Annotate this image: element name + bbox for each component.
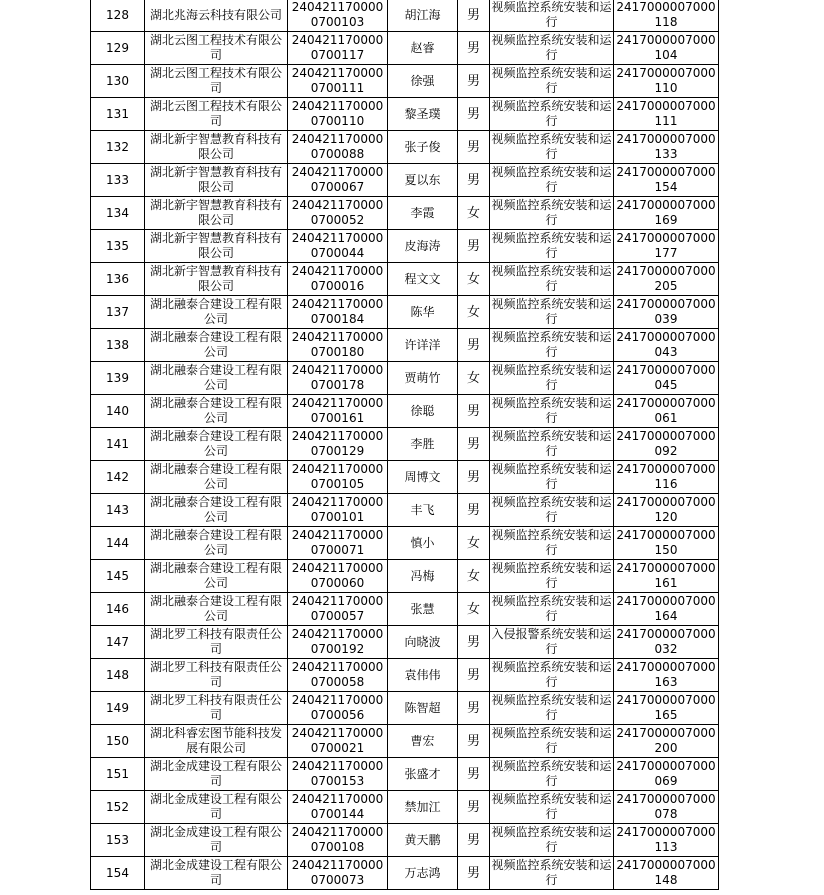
table-row [91,98,719,131]
certificate-number-cell: 2417000007000078 [614,791,719,824]
roster-table-body [91,0,719,890]
person-name-cell: 黎圣璞 [388,98,458,131]
gender-cell: 男 [458,626,490,659]
person-name-cell: 张子俊 [388,131,458,164]
registration-id-cell: 2404211700000700184 [288,296,388,329]
certificate-number-cell: 2417000007000161 [614,560,719,593]
person-name-cell: 张慧 [388,593,458,626]
certificate-number-cell: 2417000007000104 [614,32,719,65]
registration-id-cell: 2404211700000700067 [288,164,388,197]
exam-project-cell: 视频监控系统安装和运行 [490,461,614,494]
person-name-cell: 徐聪 [388,395,458,428]
company-cell: 湖北融泰合建设工程有限公司 [145,329,288,362]
table-row [91,824,719,857]
table-row [91,164,719,197]
gender-cell: 女 [458,197,490,230]
gender-cell: 男 [458,98,490,131]
company-cell: 湖北新宇智慧教育科技有限公司 [145,197,288,230]
certificate-number-cell: 2417000007000032 [614,626,719,659]
certificate-number-cell: 2417000007000169 [614,197,719,230]
gender-cell: 男 [458,461,490,494]
gender-cell: 男 [458,164,490,197]
registration-id-cell: 2404211700000700057 [288,593,388,626]
table-row [91,560,719,593]
row-number-cell: 147 [91,626,145,659]
gender-cell: 女 [458,593,490,626]
certificate-number-cell: 2417000007000061 [614,395,719,428]
table-row [91,32,719,65]
person-name-cell: 皮海涛 [388,230,458,263]
company-cell: 湖北融泰合建设工程有限公司 [145,428,288,461]
registration-id-cell: 2404211700000700108 [288,824,388,857]
exam-project-cell: 视频监控系统安装和运行 [490,362,614,395]
company-cell: 湖北融泰合建设工程有限公司 [145,296,288,329]
certificate-number-cell: 2417000007000200 [614,725,719,758]
company-cell: 湖北融泰合建设工程有限公司 [145,527,288,560]
exam-project-cell: 视频监控系统安装和运行 [490,758,614,791]
gender-cell: 男 [458,791,490,824]
company-cell: 湖北融泰合建设工程有限公司 [145,593,288,626]
row-number-cell: 128 [91,0,145,32]
row-number-cell: 135 [91,230,145,263]
person-name-cell: 程文文 [388,263,458,296]
person-name-cell: 赵睿 [388,32,458,65]
table-row [91,362,719,395]
company-cell: 湖北新宇智慧教育科技有限公司 [145,263,288,296]
registration-id-cell: 2404211700000700060 [288,560,388,593]
person-name-cell: 徐强 [388,65,458,98]
certificate-number-cell: 2417000007000111 [614,98,719,131]
table-row [91,428,719,461]
person-name-cell: 胡江海 [388,0,458,32]
row-number-cell: 131 [91,98,145,131]
table-row [91,692,719,725]
table-row [91,395,719,428]
person-name-cell: 禁加江 [388,791,458,824]
company-cell: 湖北金成建设工程有限公司 [145,857,288,890]
company-cell: 湖北罗工科技有限责任公司 [145,659,288,692]
certificate-number-cell: 2417000007000113 [614,824,719,857]
gender-cell: 男 [458,0,490,32]
registration-id-cell: 2404211700000700088 [288,131,388,164]
certificate-number-cell: 2417000007000165 [614,692,719,725]
table-row [91,329,719,362]
row-number-cell: 139 [91,362,145,395]
certificate-number-cell: 2417000007000116 [614,461,719,494]
row-number-cell: 130 [91,65,145,98]
person-name-cell: 陈华 [388,296,458,329]
exam-project-cell: 视频监控系统安装和运行 [490,65,614,98]
person-name-cell: 曹宏 [388,725,458,758]
gender-cell: 女 [458,527,490,560]
table-row [91,131,719,164]
roster-table [90,0,719,890]
company-cell: 湖北新宇智慧教育科技有限公司 [145,230,288,263]
person-name-cell: 周博文 [388,461,458,494]
table-row [91,659,719,692]
registration-id-cell: 2404211700000700144 [288,791,388,824]
certificate-number-cell: 2417000007000133 [614,131,719,164]
table-row [91,230,719,263]
row-number-cell: 133 [91,164,145,197]
row-number-cell: 136 [91,263,145,296]
exam-project-cell: 视频监控系统安装和运行 [490,329,614,362]
person-name-cell: 慎小 [388,527,458,560]
company-cell: 湖北金成建设工程有限公司 [145,758,288,791]
company-cell: 湖北金成建设工程有限公司 [145,791,288,824]
company-cell: 湖北融泰合建设工程有限公司 [145,494,288,527]
certificate-number-cell: 2417000007000177 [614,230,719,263]
company-cell: 湖北罗工科技有限责任公司 [145,692,288,725]
person-name-cell: 李胜 [388,428,458,461]
gender-cell: 男 [458,230,490,263]
certificate-number-cell: 2417000007000164 [614,593,719,626]
company-cell: 湖北融泰合建设工程有限公司 [145,362,288,395]
table-row [91,626,719,659]
registration-id-cell: 2404211700000700129 [288,428,388,461]
exam-project-cell: 视频监控系统安装和运行 [490,98,614,131]
row-number-cell: 142 [91,461,145,494]
exam-project-cell: 视频监控系统安装和运行 [490,593,614,626]
row-number-cell: 150 [91,725,145,758]
exam-project-cell: 视频监控系统安装和运行 [490,296,614,329]
table-row [91,461,719,494]
row-number-cell: 132 [91,131,145,164]
certificate-number-cell: 2417000007000118 [614,0,719,32]
certificate-number-cell: 2417000007000150 [614,527,719,560]
exam-project-cell: 视频监控系统安装和运行 [490,197,614,230]
exam-project-cell: 视频监控系统安装和运行 [490,164,614,197]
table-row [91,494,719,527]
exam-project-cell: 视频监控系统安装和运行 [490,791,614,824]
registration-id-cell: 2404211700000700111 [288,65,388,98]
certificate-number-cell: 2417000007000092 [614,428,719,461]
gender-cell: 男 [458,824,490,857]
company-cell: 湖北科睿宏图节能科技发展有限公司 [145,725,288,758]
table-row [91,197,719,230]
registration-id-cell: 2404211700000700044 [288,230,388,263]
exam-project-cell: 视频监控系统安装和运行 [490,428,614,461]
gender-cell: 男 [458,395,490,428]
exam-project-cell: 视频监控系统安装和运行 [490,230,614,263]
company-cell: 湖北新宇智慧教育科技有限公司 [145,131,288,164]
company-cell: 湖北罗工科技有限责任公司 [145,626,288,659]
table-row [91,65,719,98]
person-name-cell: 陈智超 [388,692,458,725]
exam-project-cell: 视频监控系统安装和运行 [490,659,614,692]
row-number-cell: 154 [91,857,145,890]
exam-project-cell: 视频监控系统安装和运行 [490,0,614,32]
company-cell: 湖北金成建设工程有限公司 [145,824,288,857]
gender-cell: 男 [458,725,490,758]
gender-cell: 女 [458,362,490,395]
registration-id-cell: 2404211700000700073 [288,857,388,890]
exam-project-cell: 视频监控系统安装和运行 [490,494,614,527]
gender-cell: 男 [458,758,490,791]
row-number-cell: 141 [91,428,145,461]
person-name-cell: 许详洋 [388,329,458,362]
exam-project-cell: 入侵报警系统安装和运行 [490,626,614,659]
certificate-number-cell: 2417000007000045 [614,362,719,395]
registration-id-cell: 2404211700000700021 [288,725,388,758]
row-number-cell: 137 [91,296,145,329]
table-row [91,263,719,296]
row-number-cell: 152 [91,791,145,824]
person-name-cell: 张盛才 [388,758,458,791]
exam-project-cell: 视频监控系统安装和运行 [490,560,614,593]
exam-project-cell: 视频监控系统安装和运行 [490,32,614,65]
registration-id-cell: 2404211700000700056 [288,692,388,725]
company-cell: 湖北云图工程技术有限公司 [145,65,288,98]
registration-id-cell: 2404211700000700117 [288,32,388,65]
registration-id-cell: 2404211700000700101 [288,494,388,527]
company-cell: 湖北融泰合建设工程有限公司 [145,395,288,428]
person-name-cell: 夏以东 [388,164,458,197]
person-name-cell: 冯梅 [388,560,458,593]
person-name-cell: 黄天鹏 [388,824,458,857]
row-number-cell: 149 [91,692,145,725]
table-row [91,758,719,791]
row-number-cell: 146 [91,593,145,626]
company-cell: 湖北云图工程技术有限公司 [145,32,288,65]
person-name-cell: 李霞 [388,197,458,230]
person-name-cell: 向晓波 [388,626,458,659]
row-number-cell: 129 [91,32,145,65]
gender-cell: 男 [458,65,490,98]
gender-cell: 男 [458,329,490,362]
certificate-number-cell: 2417000007000069 [614,758,719,791]
exam-project-cell: 视频监控系统安装和运行 [490,395,614,428]
row-number-cell: 145 [91,560,145,593]
registration-id-cell: 2404211700000700016 [288,263,388,296]
company-cell: 湖北云图工程技术有限公司 [145,98,288,131]
table-row [91,527,719,560]
table-row [91,296,719,329]
gender-cell: 男 [458,692,490,725]
registration-id-cell: 2404211700000700105 [288,461,388,494]
certificate-number-cell: 2417000007000148 [614,857,719,890]
exam-project-cell: 视频监控系统安装和运行 [490,824,614,857]
person-name-cell: 袁伟伟 [388,659,458,692]
gender-cell: 女 [458,263,490,296]
registration-id-cell: 2404211700000700058 [288,659,388,692]
registration-id-cell: 2404211700000700180 [288,329,388,362]
certificate-number-cell: 2417000007000163 [614,659,719,692]
certificate-number-cell: 2417000007000205 [614,263,719,296]
certificate-number-cell: 2417000007000120 [614,494,719,527]
row-number-cell: 143 [91,494,145,527]
registration-id-cell: 2404211700000700052 [288,197,388,230]
gender-cell: 女 [458,296,490,329]
gender-cell: 男 [458,131,490,164]
registration-id-cell: 2404211700000700071 [288,527,388,560]
row-number-cell: 151 [91,758,145,791]
table-row [91,0,719,32]
table-row [91,725,719,758]
person-name-cell: 贾萌竹 [388,362,458,395]
certificate-number-cell: 2417000007000039 [614,296,719,329]
person-name-cell: 丰飞 [388,494,458,527]
row-number-cell: 144 [91,527,145,560]
certificate-number-cell: 2417000007000043 [614,329,719,362]
table-row [91,593,719,626]
registration-id-cell: 2404211700000700178 [288,362,388,395]
company-cell: 湖北融泰合建设工程有限公司 [145,560,288,593]
gender-cell: 男 [458,32,490,65]
table-row [91,791,719,824]
row-number-cell: 140 [91,395,145,428]
gender-cell: 男 [458,659,490,692]
certificate-number-cell: 2417000007000110 [614,65,719,98]
registration-id-cell: 2404211700000700103 [288,0,388,32]
gender-cell: 男 [458,857,490,890]
person-name-cell: 万志鸿 [388,857,458,890]
exam-project-cell: 视频监控系统安装和运行 [490,725,614,758]
company-cell: 湖北融泰合建设工程有限公司 [145,461,288,494]
table-row [91,857,719,890]
gender-cell: 女 [458,560,490,593]
company-cell: 湖北兆海云科技有限公司 [145,0,288,32]
gender-cell: 男 [458,494,490,527]
exam-project-cell: 视频监控系统安装和运行 [490,692,614,725]
registration-id-cell: 2404211700000700161 [288,395,388,428]
exam-project-cell: 视频监控系统安装和运行 [490,263,614,296]
exam-project-cell: 视频监控系统安装和运行 [490,131,614,164]
registration-id-cell: 2404211700000700110 [288,98,388,131]
row-number-cell: 148 [91,659,145,692]
company-cell: 湖北新宇智慧教育科技有限公司 [145,164,288,197]
row-number-cell: 134 [91,197,145,230]
registration-id-cell: 2404211700000700153 [288,758,388,791]
certificate-number-cell: 2417000007000154 [614,164,719,197]
gender-cell: 男 [458,428,490,461]
row-number-cell: 138 [91,329,145,362]
exam-project-cell: 视频监控系统安装和运行 [490,857,614,890]
registration-id-cell: 2404211700000700192 [288,626,388,659]
exam-project-cell: 视频监控系统安装和运行 [490,527,614,560]
row-number-cell: 153 [91,824,145,857]
